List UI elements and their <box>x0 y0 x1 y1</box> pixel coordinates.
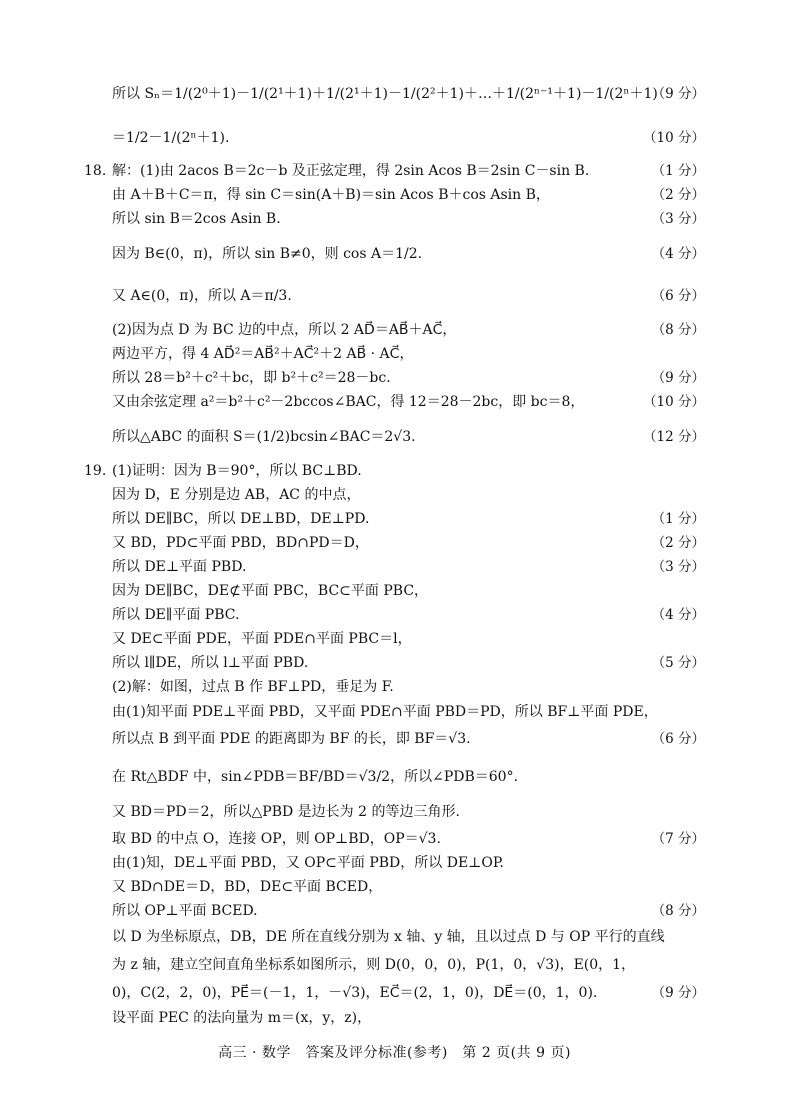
line-text: 由(1)知平面 PDE⊥平面 PBD，又平面 PDE∩平面 PBD＝PD，所以 BF⊥平面 PDE， <box>112 704 658 720</box>
line-text: 所以 sin B＝2cos Asin B. <box>112 211 281 227</box>
line-text: 所以△ABC 的面积 S＝(1/2)bcsin∠BAC＝2√3. <box>112 429 416 445</box>
score-mark: （9 分） <box>651 985 705 1001</box>
line-text: 所以 Sₙ＝1/(2⁰＋1)－1/(2¹＋1)＋1/(2¹＋1)－1/(2²＋1)＋…＋1/(2ⁿ⁻¹＋1)－1/(2ⁿ＋1) <box>112 86 658 102</box>
text-line <box>0 875 789 899</box>
line-text: (2)解：如图，过点 B 作 BF⊥PD，垂足为 F. <box>112 679 394 695</box>
line-text: 以 D 为坐标原点，DB，DE 所在直线分别为 x 轴、y 轴，且以过点 D 与 OP 平行的直线 <box>112 929 665 945</box>
line-text: 因为 B∈(0，π)，所以 sin B≠0，则 cos A＝1/2. <box>112 246 423 262</box>
line-text: 又 DE⊂平面 PDE，平面 PDE∩平面 PBC＝l， <box>112 631 412 647</box>
question-18-line <box>0 159 789 183</box>
text-line <box>0 755 789 799</box>
line-text: 由(1)知，DE⊥平面 PBD，又 OP⊂平面 PBD，所以 DE⊥OP. <box>112 855 504 871</box>
line-text: (1)证明：因为 B＝90°，所以 BC⊥BD. <box>112 463 362 479</box>
score-mark: （10 分） <box>643 394 705 410</box>
text-line <box>0 390 789 414</box>
score-mark: （6 分） <box>651 288 705 304</box>
page-footer: 高三 · 数学 答案及评分标准(参考) 第 2 页(共 9 页) <box>218 1045 571 1061</box>
score-mark: （6 分） <box>651 731 705 747</box>
text-line <box>0 700 789 724</box>
line-text: 因为 D，E 分别是边 AB，AC 的中点， <box>112 487 361 503</box>
text-line <box>0 1006 789 1030</box>
score-mark: （9 分） <box>651 370 705 386</box>
score-mark: （1 分） <box>651 163 705 179</box>
score-mark: （8 分） <box>651 903 705 919</box>
line-text: 两边平方，得 4 AD⃗²＝AB⃗²＋AC⃗²＋2 AB⃗ · AC⃗， <box>112 346 414 362</box>
text-line <box>0 342 789 366</box>
score-mark: （3 分） <box>651 559 705 575</box>
line-text: 所以 DE⊥平面 PBD. <box>112 559 247 575</box>
score-mark: （4 分） <box>651 607 705 623</box>
text-line <box>0 651 789 675</box>
text-line <box>0 232 789 276</box>
line-text: 0)，C(2，2，0)，PE⃗＝(－1，1，－√3)，EC⃗＝(2，1，0)，DE⃗＝(0，1，0). <box>112 985 598 1001</box>
line-text: 设平面 PEC 的法向量为 m＝(x，y，z)， <box>112 1010 372 1026</box>
score-mark: （9 分） <box>651 86 705 102</box>
score-mark: （8 分） <box>651 322 705 338</box>
score-mark: （10 分） <box>643 130 705 146</box>
text-line <box>0 675 789 699</box>
line-text: (2)因为点 D 为 BC 边的中点，所以 2 AD⃗＝AB⃗＋AC⃗， <box>112 322 457 338</box>
line-text: 所以 OP⊥平面 BCED. <box>112 903 258 919</box>
line-text: 又 BD∩DE＝D，BD，DE⊂平面 BCED， <box>112 879 383 895</box>
line-text: 所以 l∥DE，所以 l⊥平面 PBD. <box>112 655 309 671</box>
text-line <box>0 274 789 318</box>
text-line <box>0 851 789 875</box>
score-mark: （2 分） <box>651 187 705 203</box>
score-mark: （1 分） <box>651 511 705 527</box>
line-text: 又 BD＝PD＝2，所以△PBD 是边长为 2 的等边三角形. <box>112 804 460 820</box>
line-text: 又 A∈(0，π)，所以 A＝π/3. <box>112 288 292 304</box>
line-text: 因为 DE∥BC，DE⊄平面 PBC，BC⊂平面 PBC， <box>112 583 429 599</box>
text-line <box>0 72 789 116</box>
text-line <box>0 366 789 390</box>
line-text: 为 z 轴，建立空间直角坐标系如图所示，则 D(0，0，0)，P(1，0，√3)，E(0，1， <box>112 957 636 973</box>
line-text: 所以点 B 到平面 PDE 的距离即为 BF 的长，即 BF＝√3. <box>112 731 471 747</box>
text-line <box>0 183 789 207</box>
text-line <box>0 953 789 977</box>
question-number: 19. <box>84 463 107 479</box>
text-line <box>0 318 789 342</box>
text-line <box>0 827 789 851</box>
text-line <box>0 483 789 507</box>
score-mark: （2 分） <box>651 535 705 551</box>
score-mark: （7 分） <box>651 831 705 847</box>
text-line <box>0 579 789 603</box>
score-mark: （5 分） <box>651 655 705 671</box>
question-number: 18. <box>84 163 107 179</box>
text-line <box>0 207 789 231</box>
text-line <box>0 899 789 923</box>
line-text: 又 BD，PD⊂平面 PBD，BD∩PD＝D， <box>112 535 369 551</box>
text-line <box>0 981 789 1005</box>
line-text: 由 A＋B＋C＝π，得 sin C＝sin(A＋B)＝sin Acos B＋cos Asin B， <box>112 187 550 203</box>
line-text: 所以 DE∥平面 PBC. <box>112 607 240 623</box>
line-text: 所以 28＝b²＋c²＋bc，即 b²＋c²＝28－bc. <box>112 370 391 386</box>
score-mark: （4 分） <box>651 246 705 262</box>
line-text: 取 BD 的中点 O，连接 OP，则 OP⊥BD，OP＝√3. <box>112 831 441 847</box>
text-line <box>0 555 789 579</box>
text-line <box>0 727 789 751</box>
text-line <box>0 800 789 824</box>
line-text: ＝1/2－1/(2ⁿ＋1). <box>112 130 230 146</box>
line-text: 在 Rt△BDF 中，sin∠PDB＝BF/BD＝√3/2，所以∠PDB＝60°. <box>112 769 519 785</box>
text-line <box>0 925 789 949</box>
score-mark: （3 分） <box>651 211 705 227</box>
text-line <box>0 507 789 531</box>
text-line <box>0 415 789 459</box>
line-text: 解：(1)由 2acos B＝2c－b 及正弦定理，得 2sin Acos B＝2sin C－sin B. <box>112 163 590 179</box>
text-line <box>0 603 789 627</box>
text-line <box>0 116 789 160</box>
text-line <box>0 531 789 555</box>
score-mark: （12 分） <box>643 429 705 445</box>
line-text: 所以 DE∥BC，所以 DE⊥BD，DE⊥PD. <box>112 511 370 527</box>
question-19-line <box>0 459 789 483</box>
text-line <box>0 627 789 651</box>
line-text: 又由余弦定理 a²＝b²＋c²－2bccos∠BAC，得 12＝28－2bc，即 bc＝8， <box>112 394 585 410</box>
